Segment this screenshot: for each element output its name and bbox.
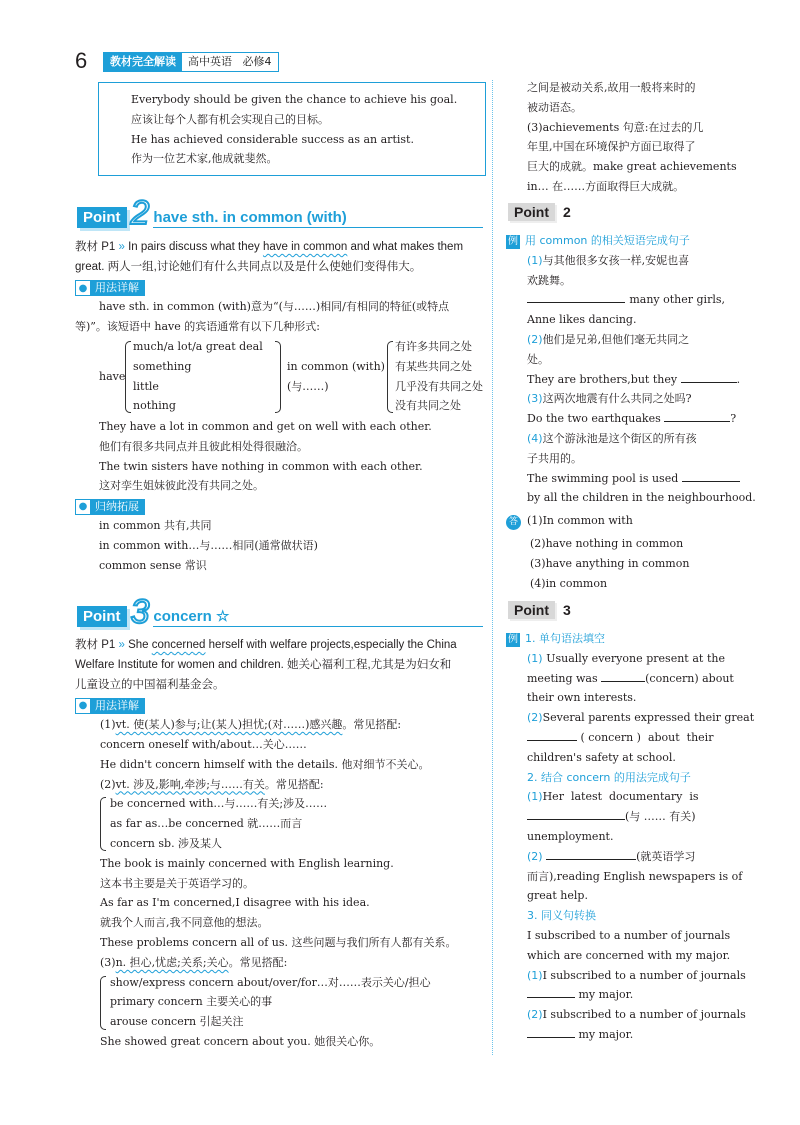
point-3-heading	[77, 593, 483, 631]
pattern-table	[75, 337, 485, 417]
expand-tag	[75, 499, 145, 515]
exercise-heading	[506, 231, 725, 251]
question	[527, 1025, 725, 1045]
explanation-line: 巨大的成就。make great achievements	[527, 160, 737, 174]
pin-icon: ●	[78, 282, 88, 294]
volume: 必修4	[242, 55, 272, 68]
question	[527, 429, 725, 449]
text: and what makes them	[347, 241, 464, 253]
explanation-line: 之间是被动关系,故用一般将来时的	[527, 81, 696, 94]
num: (2)	[100, 777, 116, 791]
source-sentence	[75, 238, 485, 258]
example-line: 这对孪生姐妹彼此没有共同之处。	[99, 479, 264, 493]
pattern-meaning: 几乎没有共同之处	[395, 379, 483, 393]
expand-line: in common 共有,共同	[99, 518, 212, 532]
source-label: 教材 P1	[75, 639, 116, 651]
answer-blank[interactable]	[527, 728, 577, 741]
answer: (1)In common with	[527, 514, 633, 528]
column-divider	[492, 80, 493, 1055]
example-line: As far as I'm concerned,I disagree with his idea.	[100, 896, 370, 910]
text: Several parents expressed their great	[542, 711, 755, 725]
text: 与其他很多女孩一样,安妮也喜	[542, 253, 690, 267]
point-number: 3	[563, 602, 571, 618]
example-line: The twin sisters have nothing in common with each other.	[99, 459, 423, 473]
num: (1)	[527, 253, 543, 267]
num: (2)	[527, 332, 543, 346]
text: 这个游泳池是这个街区的所有孩	[542, 431, 697, 445]
subject: 高中英语	[188, 55, 232, 68]
point-number: 2	[563, 204, 571, 220]
pin-icon: ●	[78, 700, 88, 712]
pattern-object: nothing	[133, 399, 176, 413]
text: ( concern ) about their	[580, 730, 714, 744]
question-en: They are brothers,but they .	[527, 370, 725, 390]
pattern-object: little	[133, 379, 159, 393]
question	[527, 728, 725, 748]
num: (4)	[527, 431, 543, 445]
highlight: n. 担心,忧虑;关系;关心	[115, 955, 229, 969]
answer-blank[interactable]	[527, 1025, 575, 1038]
text: 。常见搭配:	[264, 777, 324, 791]
text: which are concerned with my major.	[527, 948, 731, 962]
text: The swimming pool is used	[527, 471, 679, 485]
source-line: great. 两人一组,讨论她们有什么共同点以及是什么使她们变得伟大。	[75, 260, 422, 273]
collocation: concern sb. 涉及某人	[110, 836, 223, 850]
usage-line: concern oneself with/about…关心……	[100, 737, 307, 751]
answer: (2)have nothing in common	[530, 536, 684, 550]
expand-tag-row	[75, 496, 485, 516]
num: (1)	[527, 790, 543, 804]
point-3-body	[75, 636, 485, 1052]
point-badge: Point	[77, 207, 127, 228]
pattern-object: something	[133, 359, 192, 373]
num: (1)	[100, 718, 116, 732]
text: children's safety at school.	[527, 750, 676, 764]
tag-label: 用法详解	[90, 699, 144, 713]
num: (3)	[100, 955, 116, 969]
highlight: vt. 使(某人)参与;让(某人)担忧;(对……)感兴趣	[115, 718, 343, 732]
sense-3	[100, 953, 485, 973]
text: I subscribed to a number of journals	[542, 968, 746, 982]
question-en	[527, 469, 725, 489]
exercise-point-2-heading	[508, 203, 571, 221]
question-en: Do the two earthquakes ?	[527, 409, 725, 429]
example-icon: 例	[508, 634, 518, 645]
example-line: 他们有很多共同点并且彼此相处得很融洽。	[99, 439, 308, 453]
answer-blank[interactable]	[546, 847, 636, 860]
usage-line: He didn't concern himself with the details. 他对细节不关心。	[100, 757, 430, 771]
meaning-brace	[387, 341, 393, 413]
usage-tag-row	[75, 695, 485, 715]
source-line: Welfare Institute for women and children. 她关心福利工程,尤其是为妇女和	[75, 658, 452, 671]
highlight: have in common	[262, 241, 348, 253]
point-2-body	[75, 238, 485, 575]
text: Do the two earthquakes	[527, 412, 661, 426]
explanation-line: (3)achievements 句意:在过去的几	[527, 120, 704, 134]
question	[527, 669, 734, 689]
subject-label	[182, 53, 278, 71]
explanation-line: in… 在……方面取得巨大成就。	[527, 179, 685, 193]
answer-blank[interactable]	[527, 807, 625, 820]
exercise-point-3-heading	[508, 601, 571, 619]
arrow-icon: »	[118, 241, 125, 253]
box-line: Everybody should be given the chance to achieve his goal.	[131, 93, 458, 106]
example-line: The book is mainly concerned with English learning.	[100, 856, 394, 870]
highlight: vt. 涉及,影响,牵涉;与……有关	[115, 777, 265, 791]
exercise-heading: 3. 同义句转换	[527, 909, 596, 923]
text: many other girls,	[629, 293, 725, 307]
source-label: 教材 P1	[75, 241, 116, 253]
collocation-group	[100, 794, 485, 853]
question	[527, 966, 746, 986]
num: (2)	[527, 711, 543, 725]
text: 。常见搭配:	[228, 955, 288, 969]
box-line: He has achieved considerable success as an artist.	[131, 132, 414, 146]
text: their own interests.	[527, 691, 637, 705]
question	[527, 1005, 746, 1025]
text: herself with welfare projects,especially the China	[205, 639, 457, 651]
answer-blank[interactable]	[681, 370, 737, 383]
collocation: arouse concern 引起关注	[110, 1015, 244, 1029]
pattern-verb: have	[99, 369, 126, 383]
exercise-heading: 2. 结合 concern 的用法完成句子	[527, 770, 691, 784]
page-number: 6	[75, 48, 88, 73]
expand-line: in common with…与……相同(通常做状语)	[99, 538, 318, 552]
left-brace	[100, 797, 106, 851]
title-text: concern	[153, 608, 212, 625]
pin-icon: ●	[78, 501, 88, 513]
text: Usually everyone present at the	[546, 651, 725, 665]
point-number: 2	[130, 194, 150, 232]
question	[527, 985, 725, 1005]
answer-blank[interactable]	[527, 290, 625, 303]
num: (2)	[527, 849, 543, 863]
text: 子共用的。	[527, 451, 582, 465]
usage-tag-row	[75, 278, 485, 298]
example-line: 就我个人而言,我不同意他的想法。	[100, 916, 269, 930]
collocation: show/express concern about/over/for…对……表示关心/担心	[110, 975, 431, 989]
question	[527, 330, 725, 350]
example-line: She showed great concern about you. 她很关心你。	[100, 1034, 381, 1048]
text: 他们是兄弟,但他们毫无共同之	[542, 332, 690, 346]
text: She	[128, 639, 152, 651]
text: 这两次地震有什么共同之处吗?	[542, 392, 692, 406]
example-icon: 例	[508, 236, 518, 247]
exercise-heading	[506, 629, 725, 649]
text: (与 …… 有关)	[625, 810, 696, 824]
heading-text: 用 common 的相关短语完成句子	[525, 234, 690, 247]
text: (concern) about	[645, 671, 734, 685]
collocation: be concerned with…与……有关;涉及……	[110, 797, 328, 811]
pattern-meaning: 没有共同之处	[395, 399, 461, 413]
num: (1)	[527, 968, 543, 982]
usage-line: 等)”。该短语中 have 的宾语通常有以下几种形式:	[75, 320, 320, 334]
collocation: primary concern 主要关心的事	[110, 995, 273, 1009]
series-label: 教材完全解读	[104, 53, 182, 71]
text: I subscribed to a number of journals	[527, 928, 731, 942]
right-brace	[275, 341, 281, 413]
point-number: 3	[130, 593, 150, 631]
text: my major.	[578, 988, 634, 1002]
num: (3)	[527, 392, 543, 406]
answer-blank[interactable]	[527, 985, 575, 998]
right-column-top	[527, 78, 737, 197]
source-sentence	[75, 636, 485, 656]
example-line: These problems concern all of us. 这些问题与我们所有人都有关系。	[100, 935, 457, 949]
text: my major.	[578, 1027, 634, 1041]
point-2-heading	[77, 194, 483, 232]
question	[527, 389, 725, 409]
question	[527, 787, 725, 807]
usage-line: have sth. in common (with)意为“(与……)相同/有相同的特征(或特点	[99, 300, 450, 314]
arrow-icon: »	[118, 639, 125, 651]
star-icon: ☆	[215, 608, 230, 625]
explanation-line: 年里,中国在环境保护方面已取得了	[527, 140, 696, 154]
left-brace	[125, 341, 131, 413]
text: 而言),reading English newspapers is of	[527, 869, 743, 883]
usage-tag	[75, 698, 145, 714]
answer: (4)in common	[530, 576, 608, 590]
text: 。常见搭配:	[342, 718, 402, 732]
box-line: 应该让每个人都有机会实现自己的目标。	[131, 112, 329, 126]
answer-blank[interactable]	[601, 669, 645, 682]
tag-label: 归纳拓展	[90, 500, 144, 514]
usage-tag	[75, 280, 145, 296]
answer-row	[506, 511, 725, 531]
answer: (3)have anything in common	[530, 556, 690, 570]
example-line: They have a lot in common and get on well with each other.	[99, 419, 432, 433]
running-header	[103, 52, 279, 72]
text: I subscribed to a number of journals	[542, 1008, 746, 1022]
exercise-point-3	[506, 629, 755, 1045]
text: great help.	[527, 889, 588, 903]
num: (1)	[527, 651, 543, 665]
answer-icon: 答	[506, 515, 521, 530]
left-brace	[100, 976, 106, 1030]
question	[527, 807, 725, 827]
exercise-point-2	[506, 231, 756, 593]
example-line: 这本书主要是关于英语学习的。	[100, 876, 254, 890]
tag-label: 用法详解	[90, 281, 144, 295]
text: 处。	[527, 352, 549, 366]
answer-blank[interactable]	[682, 469, 740, 482]
answer-blank[interactable]	[664, 409, 730, 422]
text: Her latest documentary is	[542, 790, 699, 804]
point-badge: Point	[508, 601, 555, 619]
expand-line: common sense 常识	[99, 558, 207, 572]
box-line: 作为一位艺术家,他成就斐然。	[131, 152, 278, 166]
question-en	[527, 290, 725, 310]
text: (就英语学习	[636, 849, 696, 863]
pattern-meaning: 有某些共同之处	[395, 359, 472, 373]
collocation-group	[100, 973, 485, 1032]
text: They are brothers,but they	[527, 372, 678, 386]
pattern-middle: (与……)	[287, 379, 329, 393]
point-badge: Point	[77, 606, 127, 627]
point-title: have sth. in common (with)	[153, 209, 483, 228]
pattern-middle: in common (with)	[287, 359, 385, 373]
text: 欢跳舞。	[527, 273, 571, 287]
text: Anne likes dancing.	[527, 313, 637, 327]
question	[527, 251, 725, 271]
question	[527, 708, 755, 728]
sense-1	[100, 715, 485, 735]
example-box	[98, 82, 486, 176]
point-title	[153, 607, 483, 627]
heading-text: 1. 单句语法填空	[525, 632, 605, 645]
question	[527, 649, 725, 669]
pattern-meaning: 有许多共同之处	[395, 339, 472, 353]
source-line: 儿童设立的中国福利基金会。	[75, 678, 225, 691]
explanation-line: 被动语态。	[527, 100, 582, 114]
question	[527, 847, 725, 867]
text: by all the children in the neighbourhood.	[527, 491, 756, 505]
text: unemployment.	[527, 829, 614, 843]
highlight: concerned	[151, 639, 206, 651]
collocation: as far as…be concerned 就……而言	[110, 817, 303, 831]
sense-2	[100, 775, 485, 795]
num: (2)	[527, 1008, 543, 1022]
point-badge: Point	[508, 203, 555, 221]
pattern-object: much/a lot/a great deal	[133, 339, 263, 353]
text: In pairs discuss what they	[128, 241, 263, 253]
text: meeting was	[527, 671, 598, 685]
